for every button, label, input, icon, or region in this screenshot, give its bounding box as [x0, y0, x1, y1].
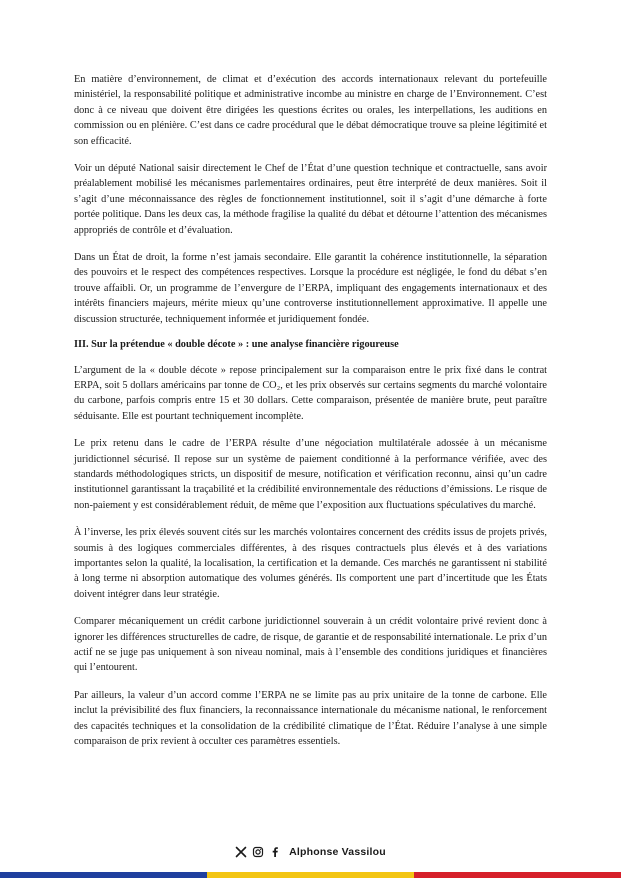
paragraph-etat-de-droit: Dans un État de droit, la forme n’est jamais secondaire. Elle garantit la cohérence institutionnelle, la séparation des pouvoirs et le respect des compétences respectives. Lorsque la procédure est négligée, le fond du débat s’en trouve affaibli. Or, un programme de l’envergure de l’ERPA, impliquant des engagements internationaux et des intérêts financiers majeurs, mérite mieux qu’une controverse institutionnellement approximative. Il appelle une discussion structurée, techniquement informée et juridiquement fondée. [74, 252, 547, 325]
x-icon [235, 846, 247, 858]
facebook-icon [269, 846, 281, 858]
paragraph-prix-erpa: Le prix retenu dans le cadre de l’ERPA résulte d’une négociation multilatérale adossée à un mécanisme juridictionnel sécurisé. Il repose sur un système de paiement conditionné à la performance vérifiée, avec des standards méthodologiques stricts, un dispositif de mesure, notification et vérification reconnu, ainsi qu’un cadre institutionnel garantissant la traçabilité et la crédibilité environnementale des réductions d’émissions. Le risque de non-paiement y est considérablement réduit, de même que l’exposition aux fluctuations spéculatives du marché. [74, 438, 547, 511]
document-body [74, 72, 547, 761]
flag-color-bar [0, 872, 621, 878]
paragraph-depute: Voir un député National saisir directement le Chef de l’État d’une question technique et contractuelle, sans avoir préalablement mobilisé les mécanismes parlementaires ordinaires, peut être interprété de deux manières. Soit il s’agit d’une méconnaissance des règles de fonctionnement institutionnel, soit il s’agit d’une démarche à forte portée politique. Dans les deux cas, la méthode fragilise la qualité du débat et détourne l’attention des mécanismes appropriés de contrôle et d’évaluation. [74, 163, 547, 236]
flag-red-stripe [414, 872, 621, 878]
social-icons [235, 846, 281, 858]
paragraph-marches-volontaires: À l’inverse, les prix élevés souvent cités sur les marchés volontaires concernent des crédits issus de projets privés, soumis à des logiques commerciales différentes, à des risques contractuels plus élevés et à des variations importantes selon la qualité, la localisation, la certification et la demande. Ces marchés ne garantissent ni stabilité à long terme ni absorption automatique des volumes générés. Ils comportent une part d’incertitude que les États doivent intégrer dans leur stratégie. [74, 527, 547, 600]
footer [0, 846, 621, 858]
paragraph-double-decote: L’argument de la « double décote » repose principalement sur la comparaison entre le prix fixé dans le contrat ERPA, soit 5 dollars américains par tonne de CO₂, et les prix observés sur certains segments du marché volontaire du carbone, parfois compris entre 15 et 30 dollars. Cette comparaison, présentée de manière brute, peut paraître séduisante. Elle est pourtant techniquement incomplète. [74, 364, 547, 422]
instagram-icon [252, 846, 264, 858]
section-heading: III. Sur la prétendue « double décote » : une analyse financière rigoureuse [74, 339, 399, 351]
flag-blue-stripe [0, 872, 207, 878]
paragraph-valeur-accord: Par ailleurs, la valeur d’un accord comme l’ERPA ne se limite pas au prix unitaire de la tonne de carbone. Elle inclut la prévisibilité des flux financiers, la reconnaissance internationale du mécanisme national, le renforcement des capacités techniques et la consolidation de la crédibilité climatique de l’État. Réduire l’analyse à une simple comparaison de prix revient à occulter ces paramètres essentiels. [74, 689, 547, 748]
author-name: Alphonse Vassilou [289, 846, 386, 858]
paragraph-comparaison: Comparer mécaniquement un crédit carbone juridictionnel souverain à un crédit volontaire privé revient donc à ignorer les différences structurelles de cadre, de risque, de garantie et de responsabilité internationale. Le prix d’un actif ne se juge pas uniquement à son niveau nominal, mais à l’ensemble des conditions juridiques et financières qui l’entourent. [74, 616, 547, 674]
paragraph-procedure: En matière d’environnement, de climat et d’exécution des accords internationaux relevant du portefeuille ministériel, la responsabilité politique et administrative incombe au ministre en charge de l’Environnement. C’est donc à ce niveau que doivent être dirigées les questions écrites ou orales, les interpellations, les auditions en commission ou en plénière. C’est dans ce cadre procédural que le débat démocratique trouve sa pleine légitimité et son efficacité. [74, 74, 547, 147]
flag-yellow-stripe [207, 872, 414, 878]
